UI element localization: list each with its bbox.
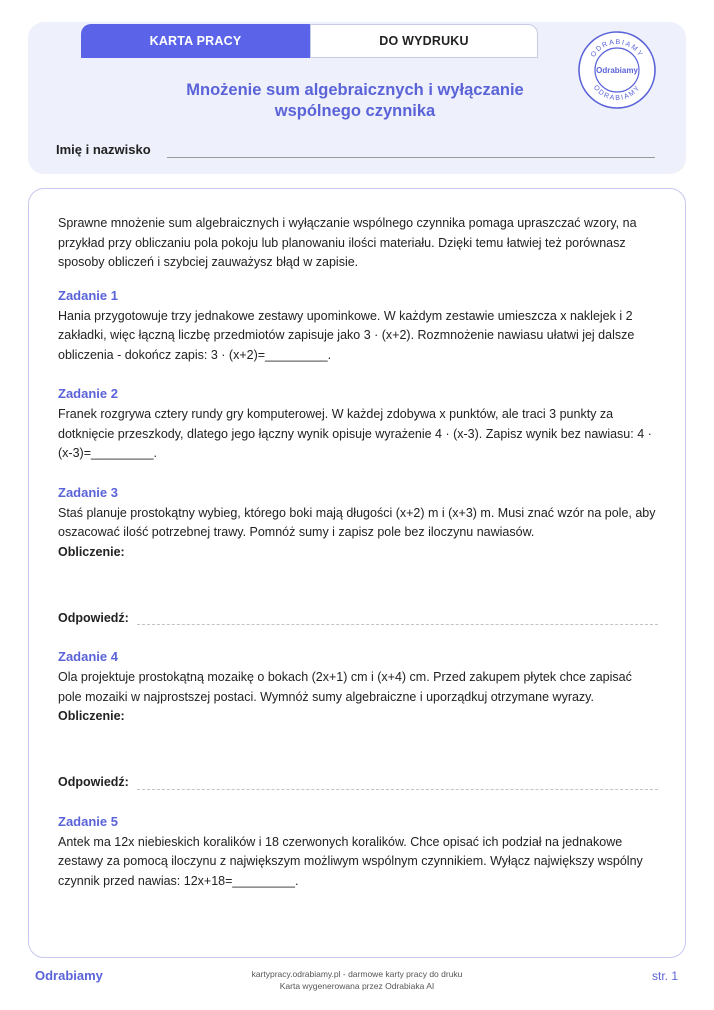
answer-row: [58, 773, 658, 793]
name-field[interactable]: [167, 157, 655, 158]
worksheet-content: [58, 214, 658, 911]
task-title: Zadanie 1: [58, 287, 118, 303]
name-label: Imię i nazwisko: [56, 142, 151, 157]
footer-line-2: Karta wygenerowana przez Odrabiaka AI: [279, 981, 435, 991]
task-title: Zadanie 3: [58, 484, 118, 500]
title-line-1: Mnożenie sum algebraicznych i wyłączanie: [186, 81, 524, 99]
answer-field[interactable]: [137, 615, 658, 625]
calculation-label: Obliczenie:: [58, 544, 125, 559]
page-number: str. 1: [651, 969, 678, 983]
task-text: Franek rozgrywa cztery rundy gry komputerowej. W każdej zdobywa x punktów, ale traci 3 punkty za dotknięcie przeszkody, dlatego jego łączny wynik opisuje wyrażenie 4 · (x-3). Zapisz wynik bez nawiasu: 4 · (x-3)=_________.: [58, 407, 652, 460]
stamp-center-text: Odrabiamy: [596, 66, 638, 75]
calculation-label: Obliczenie:: [58, 709, 125, 723]
answer-label: Odpowiedź:: [58, 610, 129, 625]
title-line-2: wspólnego czynnika: [274, 102, 436, 120]
stamp-ring-top: ODRABIAMY: [589, 38, 645, 59]
task-1: [58, 287, 658, 366]
answer-row: [58, 608, 658, 628]
task-3: [58, 484, 658, 629]
answer-field[interactable]: [137, 780, 658, 790]
task-text: Antek ma 12x niebieskich koralików i 18 czerwonych koralików. Chce opisać ich podział na jednakowe zestawy za pomocą iloczynu z największym możliwym wspólnym czynnikiem. Wyłącz największy wspólny czynnik przed nawias: 12x+18=_________.: [58, 834, 643, 888]
tab-karta-pracy[interactable]: KARTA PRACY: [81, 24, 310, 58]
footer-brand[interactable]: Odrabiamy: [35, 968, 103, 983]
task-text: Hania przygotowuje trzy jednakowe zestawy upominkowe. W każdym zestawie umieszcza x naklejek i 2 zakładki, więc łączną liczbę przedmiotów zapisuje jako 3 · (x+2). Rozmnożenie nawiasu ułatwi jej dalsze obliczenia - dokończ zapis: 3 · (x+2)=_________.: [58, 308, 635, 362]
task-title: Zadanie 2: [58, 386, 118, 401]
task-title: Zadanie 5: [58, 813, 118, 829]
intro-text: Sprawne mnożenie sum algebraicznych i wyłączanie wspólnego czynnika pomaga upraszczać wzory, na przykład przy obliczaniu pola pokoju lub planowaniu ilości materiału. Dzięki temu łatwiej też porównasz sposoby obliczeń i szybciej zauważysz błąd w zapisie.: [58, 216, 637, 269]
footer-line-1: kartypracy.odrabiamy.pl - darmowe karty pracy do druku: [251, 969, 463, 979]
task-text: Ola projektuje prostokątną mozaikę o bokach (2x+1) cm i (x+4) cm. Przed zakupem płytek chce zapisać pole mozaiki w najprostszej postaci. Wymnóż sumy algebraiczne i uporządkuj otrzymane wyrazy.: [58, 670, 632, 704]
task-5: [58, 813, 658, 892]
answer-label: Odpowiedź:: [58, 775, 129, 789]
odrabiamy-stamp-logo: [577, 30, 657, 110]
tab-do-wydruku[interactable]: DO WYDRUKU: [310, 24, 538, 58]
footer-info: [200, 968, 514, 992]
task-text: Staś planuje prostokątny wybieg, którego boki mają długości (x+2) m i (x+3) m. Musi znać wzór na pole, aby oszacować ilość potrzebnej trawy. Pomnóż sumy i zapisz pole bez iloczynu nawiasów.: [58, 505, 656, 539]
page-title: [120, 80, 590, 122]
task-4: [58, 648, 658, 793]
stamp-ring-bottom: ODRABIAMY: [591, 84, 643, 103]
task-2: [58, 385, 658, 464]
task-title: Zadanie 4: [58, 649, 118, 664]
